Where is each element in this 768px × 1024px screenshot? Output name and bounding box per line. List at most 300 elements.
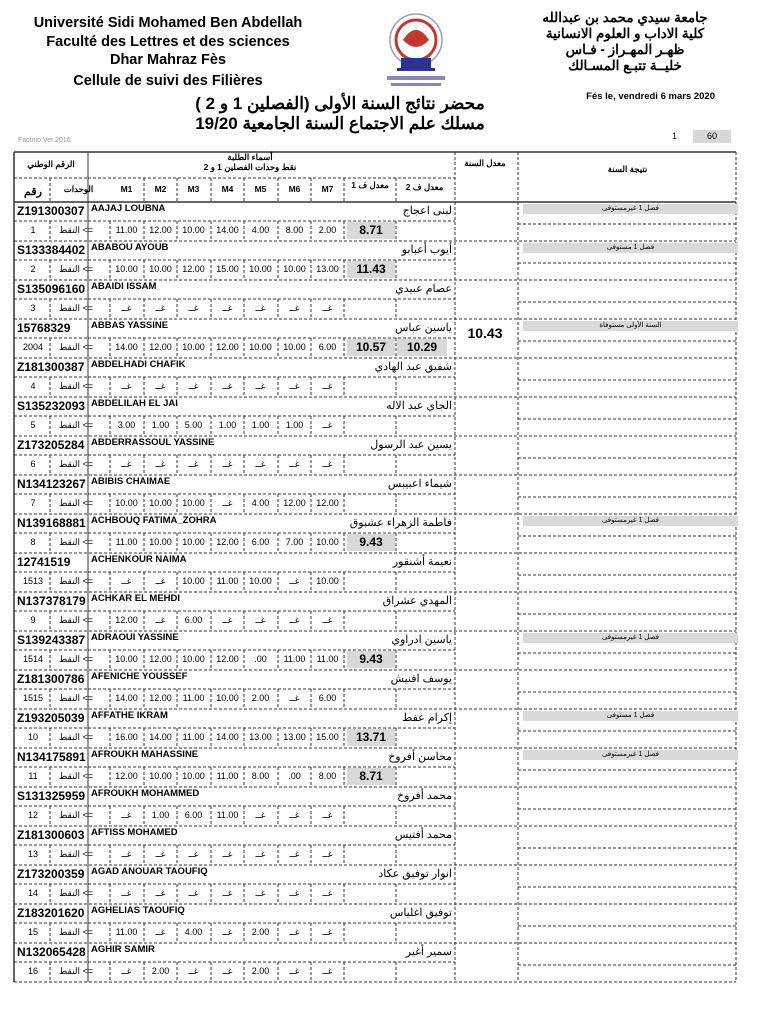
grade-m5: 2.00 — [251, 966, 270, 976]
student-number: 6 — [30, 459, 36, 469]
grades-label: النقط <= — [59, 420, 94, 430]
grade-m3: 6.00 — [184, 810, 203, 820]
grade-m5: 13.00 — [249, 732, 272, 742]
grade-m4: غــ — [222, 615, 233, 625]
semester-1-average: 11.43 — [347, 261, 395, 278]
student-cin: N139168881 — [17, 516, 86, 530]
grades-label: النقط <= — [59, 888, 94, 898]
col-s2: معدل ف 2 — [405, 182, 444, 192]
student-name-arabic: لبنى اعجاج — [402, 205, 452, 217]
grade-m5: 10.00 — [249, 576, 272, 586]
student-number: 1515 — [22, 693, 44, 703]
grade-m6: غــ — [289, 459, 300, 469]
grade-m5: 10.00 — [249, 342, 272, 352]
semester-1-average: 9.43 — [347, 534, 395, 551]
grade-m2: غــ — [155, 615, 166, 625]
student-cin: Z193205039 — [17, 711, 85, 725]
student-cin: Z173200359 — [17, 867, 85, 881]
grade-m3: 6.00 — [184, 615, 203, 625]
grade-m1: 3.00 — [117, 420, 136, 430]
grade-m6: غــ — [289, 849, 300, 859]
student-name-latin: AFTISS MOHAMED — [91, 827, 178, 838]
table-row — [0, 904, 768, 943]
grade-m3: غــ — [188, 381, 199, 391]
student-cin: S133384402 — [17, 243, 86, 257]
grade-m5: غــ — [255, 810, 266, 820]
grade-m4: غــ — [222, 381, 233, 391]
grade-m4: 10.00 — [216, 693, 239, 703]
student-name-arabic: يسين عبد الرسول — [370, 439, 452, 451]
grade-m2: غــ — [155, 303, 166, 313]
grade-m4: 11.00 — [216, 771, 239, 781]
cell-name: Cellule de suivi des Filières — [73, 72, 263, 89]
grade-m3: غــ — [188, 459, 199, 469]
grade-m4: 11.00 — [216, 576, 239, 586]
grade-m1: 12.00 — [115, 771, 138, 781]
page-number: 1 — [672, 131, 678, 141]
col-num: رقم — [24, 186, 42, 198]
student-name-latin: ABDERRASSOUL YASSINE — [91, 437, 215, 448]
col-m4: M4 — [221, 184, 234, 194]
grade-m2: 1.00 — [151, 810, 170, 820]
university-name: Université Sidi Mohamed Ben Abdellah — [33, 15, 303, 31]
student-number: 16 — [27, 966, 38, 976]
grade-m2: 12.00 — [149, 225, 172, 235]
grade-m6: 11.00 — [283, 654, 306, 664]
grade-m2: 10.00 — [149, 264, 172, 274]
table-row — [0, 709, 768, 748]
table-row — [0, 670, 768, 709]
grade-m6: غــ — [289, 927, 300, 937]
grade-m7: غــ — [322, 459, 333, 469]
table-row — [0, 397, 768, 436]
semester-1-average: 8.71 — [347, 768, 395, 785]
grade-m6: غــ — [289, 966, 300, 976]
grade-m2: غــ — [155, 381, 166, 391]
col-cin: الرقم الوطني — [27, 159, 75, 169]
semester-1-average: 13.71 — [347, 729, 395, 746]
grade-m1: غــ — [121, 966, 132, 976]
grade-m1: غــ — [121, 810, 132, 820]
year-result: فصل 1 غيرمستوفى — [523, 204, 738, 214]
grade-m5: غــ — [255, 888, 266, 898]
grade-m4: 14.00 — [216, 225, 239, 235]
grade-m6: 10.00 — [283, 264, 306, 274]
col-units: الوحدات — [63, 184, 94, 194]
grade-m3: 10.00 — [182, 771, 205, 781]
grade-m1: غــ — [121, 888, 132, 898]
student-name-latin: ABABOU AYOUB — [91, 242, 169, 253]
grade-m3: 12.00 — [182, 264, 205, 274]
student-name-latin: ACHENKOUR NAIMA — [91, 554, 187, 565]
grades-label: النقط <= — [59, 927, 94, 937]
student-name-latin: ABBAS YASSINE — [91, 320, 169, 331]
table-row — [0, 826, 768, 865]
grade-m6: غــ — [289, 615, 300, 625]
grade-m7: 2.00 — [318, 225, 337, 235]
grade-m3: 10.00 — [182, 537, 205, 547]
grade-m3: 10.00 — [182, 498, 205, 508]
grade-m5: 8.00 — [251, 771, 270, 781]
grade-m3: غــ — [188, 849, 199, 859]
table-row — [0, 358, 768, 397]
software-version: Factnio Ver.2016 — [18, 137, 71, 144]
grade-m7: غــ — [322, 615, 333, 625]
student-number: 12 — [27, 810, 38, 820]
grade-m5: 4.00 — [251, 225, 270, 235]
student-cin: Z181300387 — [17, 360, 85, 374]
student-number: 3 — [30, 303, 36, 313]
grades-label: النقط <= — [59, 615, 94, 625]
grade-m2: غــ — [155, 576, 166, 586]
grade-m3: 10.00 — [182, 225, 205, 235]
student-name-latin: AFENICHE YOUSSEF — [91, 671, 188, 682]
student-cin: N134123267 — [17, 477, 86, 491]
grade-m2: 1.00 — [151, 420, 170, 430]
semester-1-average: 9.43 — [347, 651, 395, 668]
table-row — [0, 631, 768, 670]
student-name-arabic: نعيمة أشنقور — [392, 556, 452, 568]
table-row — [0, 943, 768, 982]
student-name-latin: AGHELIAS TAOUFIQ — [91, 905, 185, 916]
grade-m3: 11.00 — [182, 732, 205, 742]
col-m5: M5 — [254, 184, 267, 194]
faculty-name: Faculté des Lettres et des sciences — [46, 33, 290, 50]
col-result: نتيجة السنة — [607, 164, 648, 174]
student-name-latin: AGHIR SAMIR — [91, 944, 155, 955]
grade-m6: 12.00 — [283, 498, 306, 508]
grade-m5: غــ — [255, 615, 266, 625]
student-name-latin: ACHBOUQ FATIMA_ZOHRA — [91, 515, 217, 526]
student-name-latin: AFROUKH MOHAMMED — [91, 788, 200, 799]
student-number: 8 — [30, 537, 36, 547]
student-cin: Z183201620 — [17, 906, 85, 920]
grade-m7: غــ — [322, 927, 333, 937]
grade-m1: 10.00 — [115, 654, 138, 664]
grade-m2: 12.00 — [149, 342, 172, 352]
year-result: فصل 1 غيرمستوفى — [523, 633, 738, 643]
student-name-latin: ACHKAR EL MEHDI — [91, 593, 181, 604]
grade-m5: غــ — [255, 303, 266, 313]
student-name-latin: ABDELHADI CHAFIK — [91, 359, 186, 370]
grades-label: النقط <= — [59, 381, 94, 391]
grade-m7: 6.00 — [318, 693, 337, 703]
student-name-arabic: الجاي عبد الاله — [386, 400, 452, 412]
page-total: 60 — [693, 130, 731, 143]
student-name-arabic: محاسن أفروخ — [388, 751, 452, 763]
grade-m7: 15.00 — [316, 732, 339, 742]
grade-m4: 12.00 — [216, 537, 239, 547]
student-name-arabic: أيوب أعبابو — [401, 244, 452, 256]
grades-label: النقط <= — [59, 303, 94, 313]
student-cin: S135096160 — [17, 282, 86, 296]
cell-name-ar: خليــة تتبـع المسـالك — [568, 58, 682, 73]
grade-m4: غــ — [222, 459, 233, 469]
col-m3: M3 — [187, 184, 200, 194]
grades-label: النقط <= — [59, 732, 94, 742]
grade-m7: 13.00 — [316, 264, 339, 274]
student-cin: 15768329 — [17, 321, 71, 335]
student-cin: 12741519 — [17, 555, 71, 569]
grade-m3: 10.00 — [182, 576, 205, 586]
grades-label: النقط <= — [59, 537, 94, 547]
grade-m6: 13.00 — [283, 732, 306, 742]
student-name-latin: ADRAOUI YASSINE — [91, 632, 179, 643]
student-name-latin: ABIBIS CHAIMAE — [91, 476, 171, 487]
student-number: 1 — [30, 225, 36, 235]
student-cin: S139243387 — [17, 633, 86, 647]
student-name-arabic: إكرام عفط — [402, 712, 452, 724]
grades-label: النقط <= — [59, 849, 94, 859]
student-number: 13 — [27, 849, 38, 859]
year-result: السنة الأولى مستوفاة — [523, 321, 738, 331]
student-cin: Z181300603 — [17, 828, 85, 842]
grade-m1: 11.00 — [115, 537, 138, 547]
table-row — [0, 241, 768, 280]
grade-m4: غــ — [222, 888, 233, 898]
student-name-arabic: ياسين ادراوي — [391, 634, 452, 646]
grade-m2: 10.00 — [149, 537, 172, 547]
student-cin: Z173205284 — [17, 438, 85, 452]
grade-m4: غــ — [222, 498, 233, 508]
table-row — [0, 748, 768, 787]
grade-m7: غــ — [322, 849, 333, 859]
col-m7: M7 — [321, 184, 334, 194]
university-name-ar: جامعة سيدي محمد بن عبدالله — [542, 10, 708, 25]
grade-m1: غــ — [121, 849, 132, 859]
student-cin: S131325959 — [17, 789, 86, 803]
grade-m2: 10.00 — [149, 771, 172, 781]
grade-m3: 11.00 — [182, 693, 205, 703]
semester-1-average: 8.71 — [347, 222, 395, 239]
grade-m1: 11.00 — [115, 927, 138, 937]
grade-m5: غــ — [255, 849, 266, 859]
grade-m6: غــ — [289, 888, 300, 898]
semester-1-average: 10.57 — [347, 339, 395, 356]
grade-m2: غــ — [155, 888, 166, 898]
grade-m6: غــ — [289, 693, 300, 703]
grade-m7: غــ — [322, 888, 333, 898]
grades-label: النقط <= — [59, 498, 94, 508]
grade-m5: غــ — [255, 381, 266, 391]
student-name-latin: ABDELILAH EL JAI — [91, 398, 178, 409]
student-number: 9 — [30, 615, 36, 625]
col-names: أسماء الطلبة — [227, 152, 273, 162]
grade-m4: 14.00 — [216, 732, 239, 742]
document-title: محضر نتائج السنة الأولى (الفصلين 1 و 2 ) — [195, 94, 485, 113]
grade-m3: 5.00 — [184, 420, 203, 430]
col-m6: M6 — [288, 184, 301, 194]
grade-m2: 10.00 — [149, 498, 172, 508]
grade-m3: غــ — [188, 888, 199, 898]
campus-name: Dhar Mahraz Fès — [109, 52, 227, 68]
table-row — [0, 865, 768, 904]
table-row — [0, 592, 768, 631]
grade-m6: 1.00 — [285, 420, 304, 430]
student-cin: N134175891 — [17, 750, 86, 764]
grade-m3: 10.00 — [182, 654, 205, 664]
student-number: 10 — [27, 732, 38, 742]
student-number: 2 — [30, 264, 36, 274]
grade-m1: غــ — [121, 576, 132, 586]
grade-m1: 10.00 — [115, 498, 138, 508]
grades-label: النقط <= — [59, 693, 94, 703]
grade-m7: 10.00 — [316, 537, 339, 547]
table-row — [0, 436, 768, 475]
grade-m3: 4.00 — [184, 927, 203, 937]
grades-label: النقط <= — [59, 459, 94, 469]
student-name-arabic: سمير أغير — [405, 946, 452, 958]
col-m1: M1 — [120, 184, 133, 194]
grade-m6: .00 — [288, 771, 301, 781]
grade-m2: 14.00 — [149, 732, 172, 742]
table-row — [0, 787, 768, 826]
grades-label: النقط <= — [59, 225, 94, 235]
student-cin: S135232093 — [17, 399, 86, 413]
grade-m4: 15.00 — [216, 264, 239, 274]
col-m2: M2 — [154, 184, 167, 194]
grades-label: النقط <= — [59, 771, 94, 781]
grade-m3: غــ — [188, 303, 199, 313]
student-name-arabic: عصام عبيدي — [395, 283, 452, 295]
table-row — [0, 475, 768, 514]
grade-m6: غــ — [289, 381, 300, 391]
grade-m4: 11.00 — [216, 810, 239, 820]
table-row — [0, 280, 768, 319]
grade-m1: 14.00 — [115, 693, 138, 703]
grade-m1: 11.00 — [115, 225, 138, 235]
grade-m7: 8.00 — [318, 771, 337, 781]
grade-m1: 14.00 — [115, 342, 138, 352]
grade-m4: غــ — [222, 303, 233, 313]
grade-m3: 10.00 — [182, 342, 205, 352]
grades-label: النقط <= — [59, 810, 94, 820]
grade-m7: غــ — [322, 966, 333, 976]
grade-m7: غــ — [322, 420, 333, 430]
grade-m5: 2.00 — [251, 693, 270, 703]
grade-m4: غــ — [222, 849, 233, 859]
student-name-arabic: يوسف افنيش — [390, 673, 452, 685]
student-name-latin: AGAD ANOUAR TAOUFIQ — [91, 866, 208, 877]
grade-m2: 2.00 — [151, 966, 170, 976]
student-cin: Z191300307 — [17, 204, 85, 218]
table-row — [0, 202, 768, 241]
grade-m7: غــ — [322, 810, 333, 820]
grades-label: النقط <= — [59, 342, 94, 352]
student-number: 2004 — [22, 342, 44, 352]
grade-m5: 6.00 — [251, 537, 270, 547]
grade-m5: 4.00 — [251, 498, 270, 508]
table-row — [0, 514, 768, 553]
grade-m1: غــ — [121, 303, 132, 313]
student-name-arabic: ياسين عباس — [394, 322, 452, 334]
document-subtitle: مسلك علم الاجتماع السنة الجامعية 19/20 — [195, 114, 485, 133]
grade-m7: غــ — [322, 381, 333, 391]
grades-label: النقط <= — [59, 576, 94, 586]
col-notes: نقط وحدات الفصلين 1 و 2 — [203, 162, 297, 172]
student-name-latin: AFROUKH MAHASSINE — [91, 749, 199, 760]
grade-m6: غــ — [289, 303, 300, 313]
grades-label: النقط <= — [59, 264, 94, 274]
grade-m5: 2.00 — [251, 927, 270, 937]
grade-m7: 10.00 — [316, 576, 339, 586]
grade-m5: 1.00 — [251, 420, 270, 430]
table-row — [0, 553, 768, 592]
grade-m5: .00 — [254, 654, 267, 664]
student-name-latin: AAJAJ LOUBNA — [91, 203, 166, 214]
grade-m4: 12.00 — [216, 654, 239, 664]
student-cin: N132065428 — [17, 945, 86, 959]
grade-m4: 1.00 — [218, 420, 237, 430]
student-number: 1514 — [22, 654, 44, 664]
grade-m6: 7.00 — [285, 537, 304, 547]
grade-m6: غــ — [289, 810, 300, 820]
document-date: Fés le, vendredi 6 mars 2020 — [586, 91, 715, 102]
student-number: 15 — [27, 927, 38, 937]
table-row — [0, 319, 768, 358]
grade-m1: 10.00 — [115, 264, 138, 274]
grade-m2: غــ — [155, 927, 166, 937]
faculty-name-ar: كلية الاداب و العلوم الانسانية — [545, 26, 705, 41]
grade-m2: غــ — [155, 459, 166, 469]
grade-m5: غــ — [255, 459, 266, 469]
grades-label: النقط <= — [59, 654, 94, 664]
student-name-arabic: شفيق عبد الهادي — [374, 361, 452, 373]
grade-m1: 12.00 — [115, 615, 138, 625]
grade-m6: غــ — [289, 576, 300, 586]
student-number: 11 — [28, 771, 38, 781]
student-number: 14 — [27, 888, 38, 898]
year-result: فصل 1 غيرمستوفى — [523, 750, 738, 760]
student-cin: Z181300786 — [17, 672, 85, 686]
student-name-arabic: فاطمة الزهراء عشبوق — [349, 517, 452, 529]
student-number: 4 — [30, 381, 36, 391]
grade-m2: غــ — [155, 849, 166, 859]
grade-m2: 12.00 — [149, 693, 172, 703]
student-name-arabic: المهدي عشراق — [382, 595, 452, 607]
student-name-arabic: انوار توفيق عكاد — [378, 868, 452, 880]
annual-average: 10.43 — [467, 325, 503, 341]
campus-name-ar: ظهـر المهـراز - فـاس — [565, 42, 685, 57]
grade-m4: غــ — [222, 927, 233, 937]
grade-m2: 12.00 — [149, 654, 172, 664]
student-name-arabic: توفيق اغلياس — [389, 907, 452, 919]
grade-m1: 16.00 — [115, 732, 138, 742]
student-name-arabic: شيماء اعبيبس — [387, 478, 452, 490]
grade-m6: 8.00 — [285, 225, 304, 235]
student-name-arabic: محمد أفتيس — [394, 829, 452, 841]
student-name-latin: AFFATHE IKRAM — [91, 710, 168, 721]
student-number: 1513 — [22, 576, 44, 586]
grade-m7: 6.00 — [318, 342, 337, 352]
grade-m1: غــ — [121, 459, 132, 469]
grade-m1: غــ — [121, 381, 132, 391]
grade-m3: غــ — [188, 966, 199, 976]
grade-m4: غــ — [222, 966, 233, 976]
col-s1: معدل ف 1 — [351, 180, 389, 190]
grade-m7: غــ — [322, 303, 333, 313]
grade-m6: 10.00 — [283, 342, 306, 352]
student-name-latin: ABAIDI ISSAM — [91, 281, 157, 292]
year-result: فصل 1 مستوفى — [523, 243, 738, 253]
semester-2-average: 10.29 — [397, 339, 447, 356]
grade-m5: 10.00 — [249, 264, 272, 274]
grades-label: النقط <= — [59, 966, 94, 976]
year-result: فصل 1 مستوفى — [523, 711, 738, 721]
student-cin: N137378179 — [17, 594, 86, 608]
grade-m4: 12.00 — [216, 342, 239, 352]
student-number: 5 — [30, 420, 36, 430]
